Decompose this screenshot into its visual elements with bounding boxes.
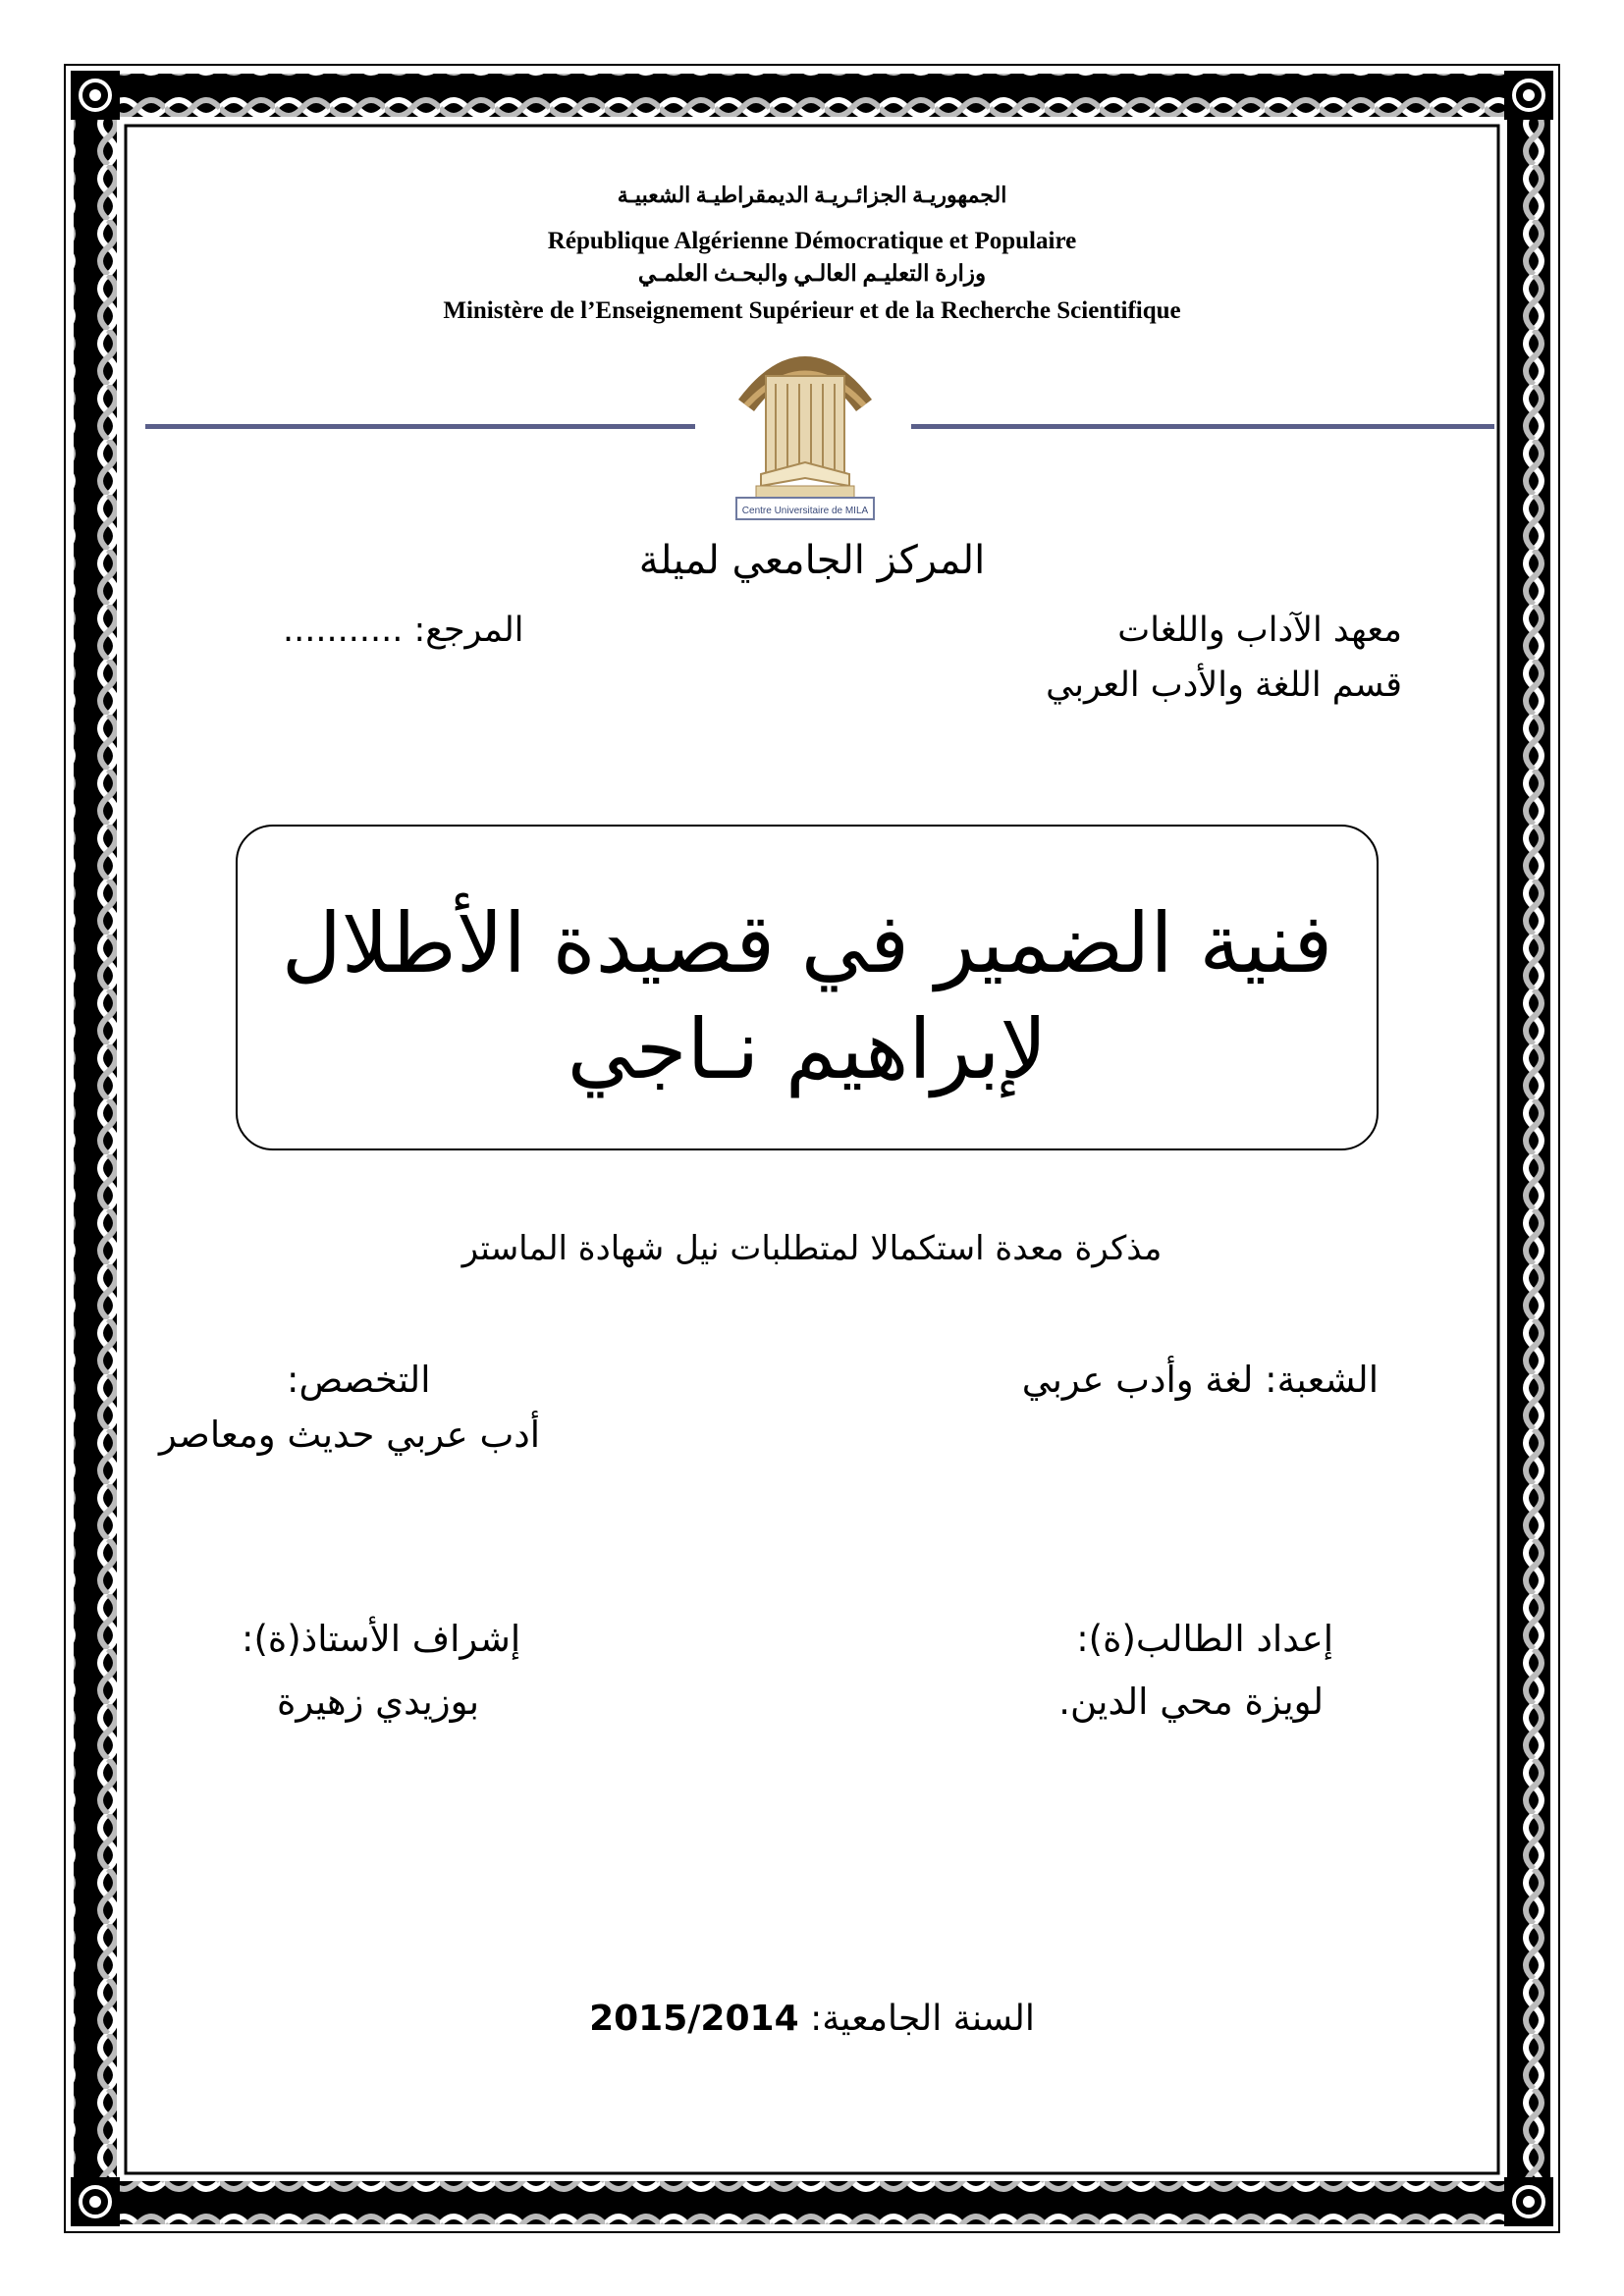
supervisor-label: إشراف الأستاذ(ة): [242,1618,521,1660]
university-logo [717,337,893,525]
ministry-french: Ministère de l’Enseignement Supérieur et de la Recherche Scientifique [443,297,1181,324]
specialty-value: أدب عربي حديث ومعاصر [159,1414,541,1456]
thesis-title-line1: فنية الضمير في قصيدة الأطلال [281,895,1333,991]
reference-field: المرجع: ........... [283,611,524,650]
branch: الشعبة: لغة وأدب عربي [1021,1359,1379,1401]
header-rule-right [911,424,1494,429]
academic-year-label: السنة الجامعية: [810,1999,1035,2039]
republic-french: République Algérienne Démocratique et Populaire [547,228,1077,254]
academic-year [0,1999,1624,2039]
logo-caption: Centre Universitaire de MILA [741,506,869,516]
student-label: إعداد الطالب(ة): [1076,1618,1333,1660]
center-name: المركز الجامعي لميلة [638,538,986,583]
ministry-arabic: وزارة التعليـم العالـي والبحـث العلمـي [637,261,987,286]
student-name: لويزة محي الدين. [1058,1681,1324,1723]
academic-year-value: 2015/2014 [589,1999,799,2039]
thesis-subtitle: مذكرة معدة استكمالا لمتطلبات نيل شهادة الماستر [461,1229,1163,1268]
specialty-label: التخصص: [287,1359,431,1401]
institute-name: معهد الآداب واللغات [1117,611,1402,650]
thesis-title-box [236,825,1379,1150]
thesis-title-line2: لإبراهيم نـاجي [567,1001,1048,1097]
supervisor-name: بوزيدي زهيرة [277,1681,480,1723]
header-rule-left [145,424,695,429]
republic-arabic: الجمهوريـة الجزائـريـة الديمقراطيـة الشعبيـة [617,183,1007,207]
department-name: قسم اللغة والأدب العربي [1046,666,1402,705]
